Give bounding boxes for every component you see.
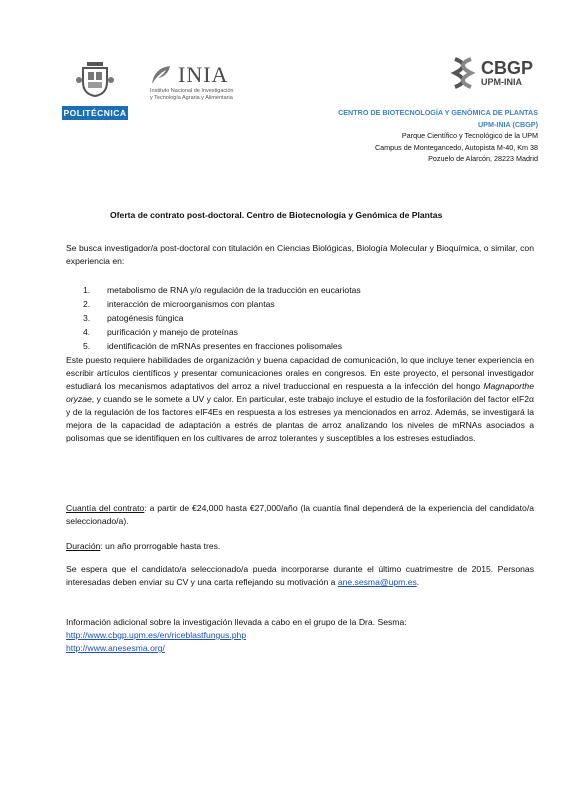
list-item: 4. purificación y manejo de proteínas (83, 327, 238, 337)
list-item: 3. patogénesis fúngica (83, 313, 184, 323)
address-line-1: CENTRO DE BIOTECNOLOGÍA Y GENÓMICA DE PLANTAS (338, 108, 538, 117)
inia-logo (150, 62, 300, 102)
info-paragraph (66, 616, 534, 655)
list-item: 5. identificación de mRNAs presentes en fracciones polisomales (83, 341, 343, 351)
cbgp-logo (449, 55, 559, 91)
cbgp-url-link[interactable]: http://www.cbgp.upm.es/en/riceblastfungus.php (66, 630, 247, 640)
application-paragraph: Se espera que el candidato/a seleccionado/a pueda incorporarse durante el último cuatrimestre de 2015. Personas interesadas deben enviar su CV y una carta reflejando su motivación a ane.sesma@upm.es. (66, 564, 534, 587)
upm-logo (62, 60, 128, 120)
duration-label: Duración (66, 541, 101, 551)
fungus-name: Magnaporthe oryzae (66, 381, 534, 404)
address-block (338, 107, 538, 165)
address-line-2: UPM-INIA (CBGP) (477, 119, 538, 129)
salary-label: Cuantía del contrato (66, 503, 145, 513)
cbgp-name: CBGP (481, 58, 534, 78)
info-text: Información adicional sobre la investigación llevada a cabo en el grupo de la Dra. Sesma: (66, 617, 407, 627)
experience-list (66, 283, 534, 353)
address-line-3: Parque Científico y Tecnológico de la UPM (401, 131, 538, 140)
inia-name: INIA (178, 62, 229, 87)
inia-subtitle-2: y Tecnología Agraria y Alimentaria (150, 95, 233, 101)
duration-paragraph: Duración: un año prorrogable hasta tres. (66, 541, 221, 551)
inia-leaf-icon (150, 64, 176, 86)
document-title: Oferta de contrato post-doctoral. Centro de Biotecnología y Genómica de Plantas (110, 210, 443, 220)
anesesma-url-link[interactable]: http://www.anesesma.org/ (66, 643, 165, 653)
upm-crest-icon (75, 60, 115, 98)
cbgp-helix-icon (449, 55, 477, 91)
list-item: 1. metabolismo de RNA y/o regulación de la traducción en eucariotas (83, 285, 361, 295)
address-line-4: Campus de Montegancedo, Autopista M-40, Km 38 (374, 142, 538, 152)
inia-subtitle-1: Instituto Nacional de Investigación (150, 88, 234, 94)
intro-paragraph: Se busca investigador/a post-doctoral con titulación en Ciencias Biológicas, Biología Molecular y Bioquímica, o similar, con experiencia en: (66, 243, 534, 266)
description-paragraph: Este puesto requiere habilidades de organización y buena capacidad de comunicación, lo que incluye tener experiencia en escribir artículos científicos y presentar comunicaciones orales en congresos. En este proyecto, el personal investigador estudiará los mecanismos adaptativos del arroz a nivel traduccional en respuesta a la infección del hongo Magnaporthe oryzae, y cuando se le somete a UV y calor. En particular, este trabajo incluye el estudio de la fosforilación del factor eIF2α y de la regulación de los factores eIF4Es en respuesta a los estreses ya mencionados en arroz. Además, se investigará la mejora de la capacidad de adaptación a estrés de plantas de arroz analizando los niveles de mRNAs asociados a polisomas que se identifiquen en los cultivares de arroz tolerantes y susceptibles a los estreses estudiados. (66, 355, 534, 443)
list-item: 2. interacción de microorganismos con plantas (83, 299, 275, 309)
email-link[interactable]: ane.sesma@upm.es (337, 577, 417, 587)
cbgp-subtitle: UPM-INIA (481, 77, 522, 87)
upm-label: POLITÉCNICA (63, 108, 127, 118)
address-line-5: Pozuelo de Alarcón, 28223 Madrid (428, 154, 538, 163)
salary-paragraph: Cuantía del contrato: a partir de €24,000 hasta €27,000/año (la cuantía final dependerá de la experiencia del candidato/a seleccionado/a). (66, 503, 534, 526)
